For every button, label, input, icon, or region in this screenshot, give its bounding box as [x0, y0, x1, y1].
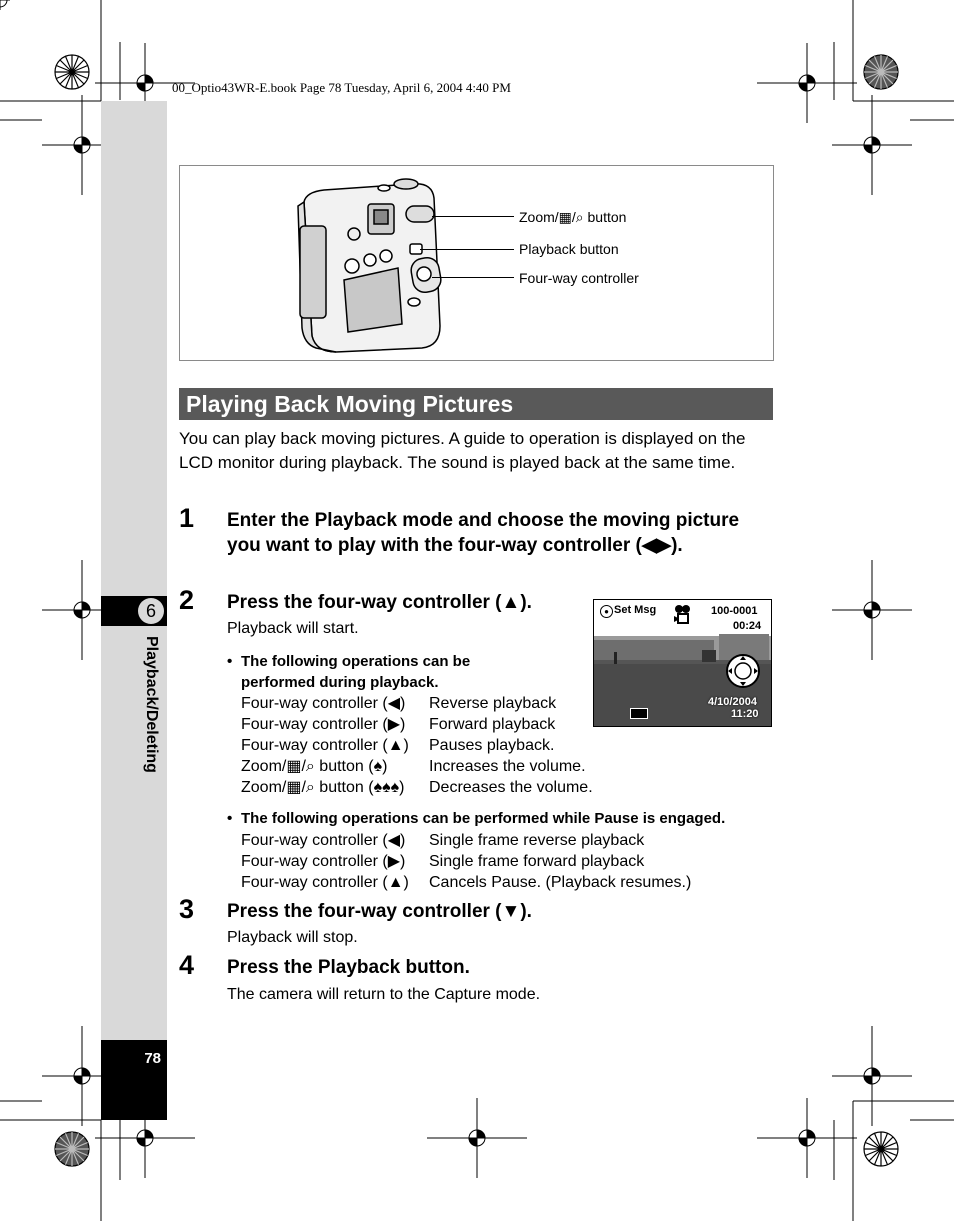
microphone-icon: ●: [600, 605, 613, 618]
step-2-body: Playback will start.: [227, 620, 359, 637]
playback-op-control: Four-way controller (◀): [241, 695, 406, 712]
playback-ops-heading-2: performed during playback.: [241, 674, 439, 691]
movie-mode-icon: [673, 605, 691, 625]
step-3-body: Playback will stop.: [227, 929, 358, 946]
lcd-time-remaining: 00:24: [733, 620, 762, 632]
chapter-label: Playback/Deleting: [143, 636, 160, 773]
playback-button-callout: Playback button: [519, 241, 619, 257]
intro-paragraph: You can play back moving pictures. A guide to operation is displayed on the LCD monitor during playback. The sound is played back at the same time.: [179, 429, 746, 472]
step-1-title: Enter the Playback mode and choose the moving picture you want to play with the four-way controller (◀▶).: [227, 510, 740, 556]
battery-icon: [630, 708, 648, 719]
playback-callout-line: [420, 249, 514, 250]
pause-ops-heading: The following operations can be performed while Pause is engaged.: [241, 810, 726, 827]
step-4-number: 4: [179, 950, 195, 980]
pause-ops-bullet: •: [227, 810, 233, 827]
step-4-body: The camera will return to the Capture mode.: [227, 986, 541, 1003]
playback-op-action: Decreases the volume.: [429, 779, 593, 796]
step-2-number: 2: [179, 585, 195, 615]
zoom-callout-line: [432, 216, 514, 217]
playback-ops-bullet: •: [227, 653, 233, 670]
pause-op-control: Four-way controller (▶): [241, 853, 406, 870]
section-title: Playing Back Moving Pictures: [186, 391, 514, 417]
pause-op-control: Four-way controller (◀): [241, 832, 406, 849]
lcd-file-number: 100-0001: [711, 605, 758, 617]
zoom-button-callout: Zoom/▦/⌕ button: [519, 209, 627, 225]
playback-op-action: Forward playback: [429, 716, 556, 733]
pause-op-action: Single frame forward playback: [429, 853, 645, 870]
playback-op-action: Reverse playback: [429, 695, 557, 712]
four-way-controller-guide-icon: [725, 653, 761, 689]
lcd-playback-screen: [593, 599, 772, 727]
controller-callout-line: [432, 277, 514, 278]
lcd-set-msg: Set Msg: [614, 604, 657, 616]
playback-op-control: Zoom/▦/⌕ button (♠): [241, 758, 388, 775]
lcd-clock: 11:20: [731, 708, 759, 720]
playback-ops-heading-1: The following operations can be: [241, 653, 471, 670]
playback-op-control: Four-way controller (▲): [241, 737, 409, 754]
pause-op-action: Cancels Pause. (Playback resumes.): [429, 874, 692, 891]
four-way-controller-callout: Four-way controller: [519, 270, 639, 286]
step-3-title: Press the four-way controller (▼).: [227, 901, 532, 922]
lcd-date: 4/10/2004: [708, 696, 757, 708]
playback-op-control: Zoom/▦/⌕ button (♠♠♠): [241, 779, 405, 796]
pause-op-control: Four-way controller (▲): [241, 874, 409, 891]
step-4-title: Press the Playback button.: [227, 957, 470, 978]
playback-op-control: Four-way controller (▶): [241, 716, 406, 733]
print-file-header: 00_Optio43WR-E.book Page 78 Tuesday, April 6, 2004 4:40 PM: [172, 80, 511, 95]
camera-illustration: [294, 176, 504, 356]
step-2-title: Press the four-way controller (▲).: [227, 592, 532, 613]
chapter-number: 6: [138, 598, 164, 624]
page-number: 78: [144, 1050, 161, 1067]
playback-op-action: Pauses playback.: [429, 737, 555, 754]
pause-op-action: Single frame reverse playback: [429, 832, 645, 849]
playback-op-action: Increases the volume.: [429, 758, 586, 775]
step-3-number: 3: [179, 894, 195, 924]
step-1-number: 1: [179, 503, 195, 533]
